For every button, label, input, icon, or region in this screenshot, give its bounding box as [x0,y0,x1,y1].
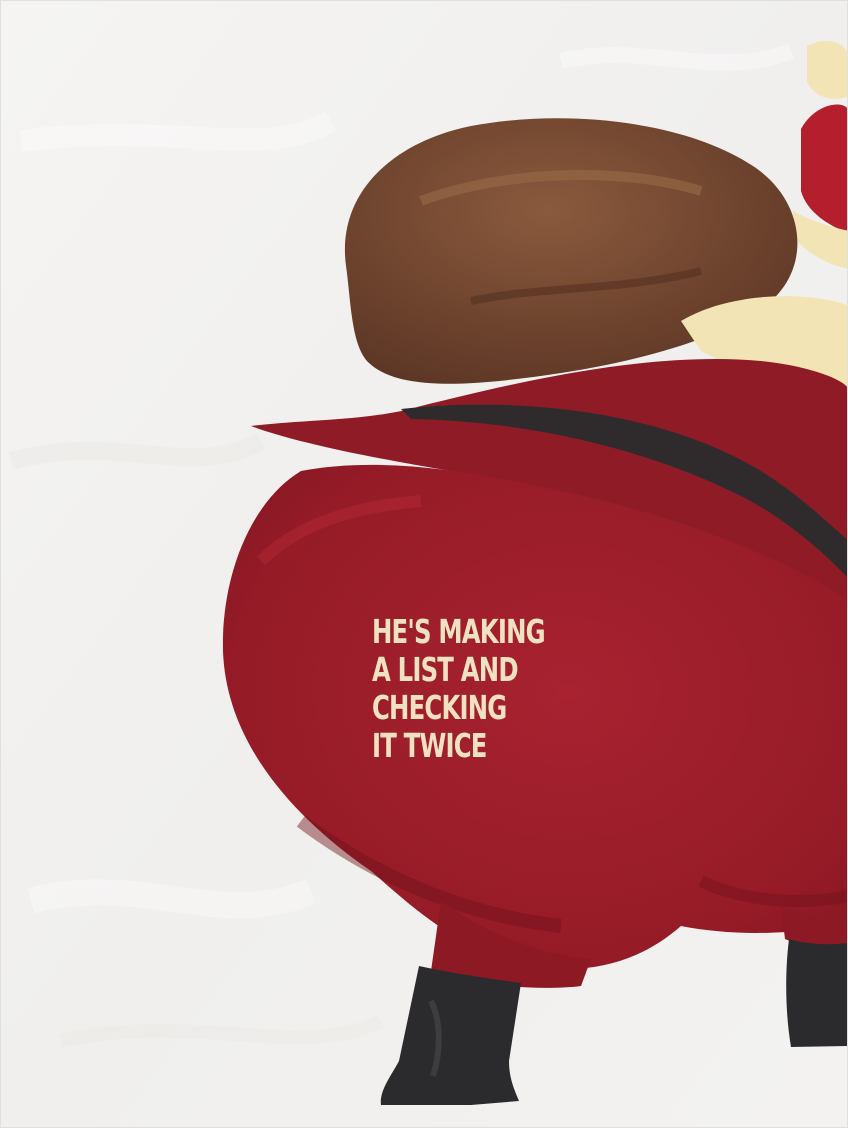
caption-line-2: A LIST AND [372,650,518,689]
caption-line-1: HE'S MAKING [372,612,545,651]
caption-line-3: CHECKING [372,688,507,727]
caption-line-4: IT TWICE [372,726,487,765]
painted-caption [372,613,561,765]
santa-hand [807,41,848,99]
santa-illustration [1,1,848,1128]
right-boot [786,939,848,1047]
